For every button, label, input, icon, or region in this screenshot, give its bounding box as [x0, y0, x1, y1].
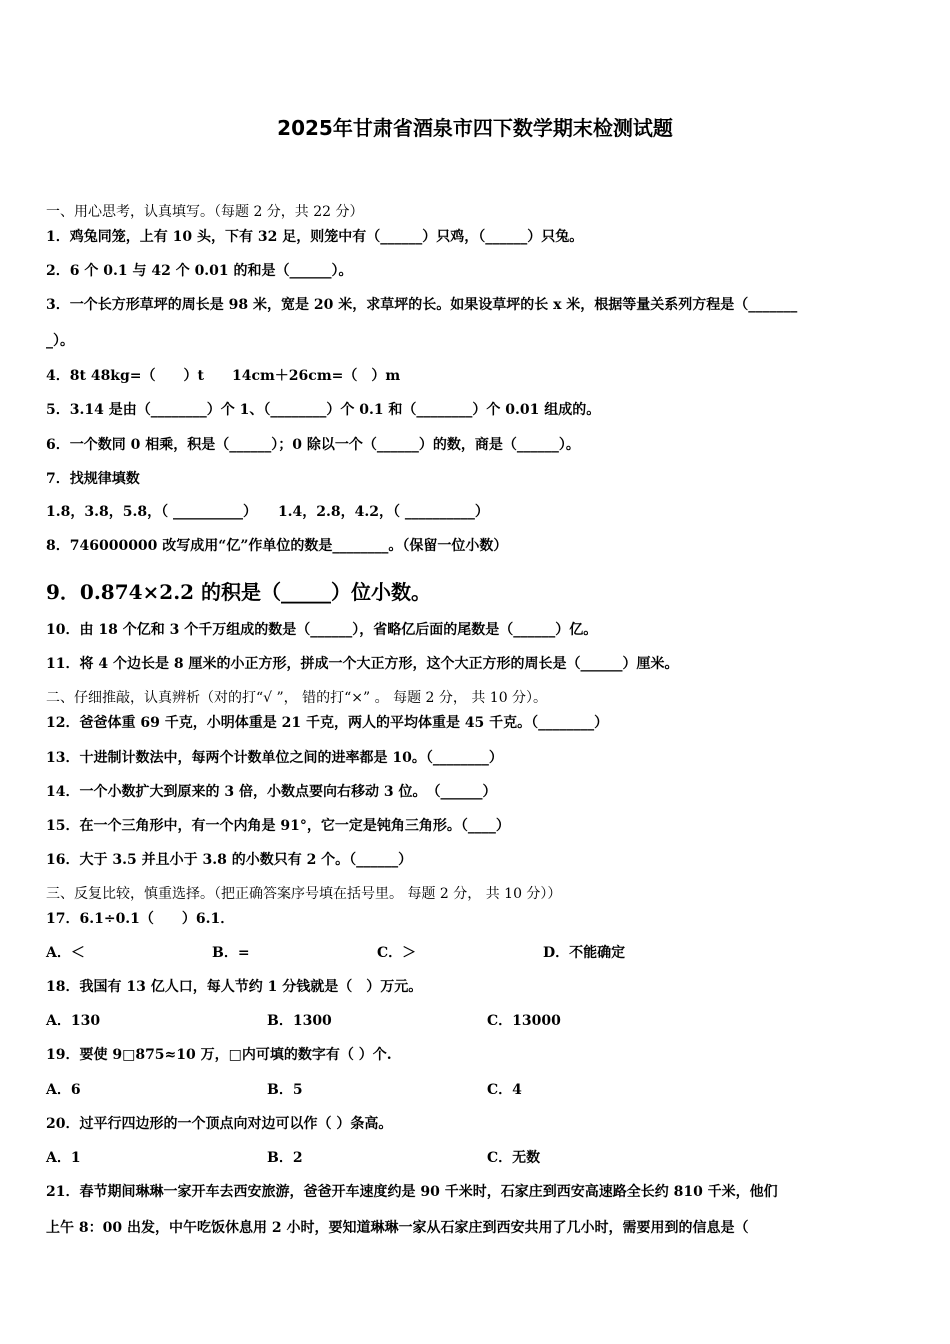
question-3-continued: _）。 — [46, 333, 74, 349]
q18-option-a: A．130 — [46, 1013, 101, 1029]
q19-option-a: A．6 — [46, 1082, 81, 1098]
question-12: 12．爸爸体重 69 千克，小明体重是 21 千克，两人的平均体重是 45 千克。（________） — [46, 715, 609, 731]
question-8: 8．746000000 改写成用“亿”作单位的数是________。（保留一位小数） — [46, 538, 508, 554]
question-5: 5．3.14 是由（________）个 1、（________）个 0.1 和（________）个 0.01 组成的。 — [46, 402, 601, 418]
q20-option-c: C．无数 — [487, 1150, 541, 1166]
q17-option-d: D．不能确定 — [543, 945, 626, 961]
question-21: 21．春节期间琳琳一家开车去西安旅游，爸爸开车速度约是 90 千米时，石家庄到西安高速路全长约 810 千米，他们 — [46, 1184, 778, 1200]
q17-option-c: C．＞ — [377, 945, 417, 961]
q18-option-b: B．1300 — [267, 1013, 332, 1029]
page-title: 2025年甘肃省酒泉市四下数学期末检测试题 — [277, 116, 673, 140]
question-14: 14．一个小数扩大到原来的 3 倍，小数点要向右移动 3 位。 （______） — [46, 784, 497, 800]
question-18: 18．我国有 13 亿人口，每人节约 1 分钱就是（ ）万元。 — [46, 979, 423, 995]
q18-option-c: C．13000 — [487, 1013, 561, 1029]
section-2-heading: 二、仔细推敲，认真辨析（对的打“√ ”， 错的打“×” 。 每题 2 分， 共 10 分）。 — [46, 690, 548, 706]
question-2: 2．6 个 0.1 与 42 个 0.01 的和是（______）。 — [46, 263, 353, 279]
question-20: 20．过平行四边形的一个顶点向对边可以作（ ）条高。 — [46, 1116, 393, 1132]
question-1: 1．鸡兔同笼，上有 10 头，下有 32 足，则笼中有（______）只鸡，（______）只兔。 — [46, 229, 584, 245]
q20-option-b: B．2 — [267, 1150, 303, 1166]
q17-option-a: A．＜ — [46, 945, 85, 961]
question-17: 17．6.1÷0.1（ ）6.1． — [46, 911, 235, 927]
question-13: 13．十进制计数法中，每两个计数单位之间的进率都是 10。（________） — [46, 750, 503, 766]
section-1-heading: 一、用心思考，认真填写。（每题 2 分，共 22 分） — [46, 204, 364, 220]
question-21-continued: 上午 8：00 出发，中午吃饭休息用 2 小时，要知道琳琳一家从石家庄到西安共用了几小时，需要用到的信息是（ — [46, 1220, 749, 1236]
question-15: 15．在一个三角形中，有一个内角是 91°，它一定是钝角三角形。（____） — [46, 818, 510, 834]
q19-option-c: C．4 — [487, 1082, 522, 1098]
q20-option-a: A．1 — [46, 1150, 81, 1166]
question-10: 10．由 18 个亿和 3 个千万组成的数是（______），省略亿后面的尾数是（______）亿。 — [46, 622, 598, 638]
question-19: 19．要使 9□875≈10 万，□内可填的数字有（ ）个. — [46, 1047, 392, 1063]
question-7: 7．找规律填数 — [46, 471, 140, 487]
question-7-sequences: 1.8，3.8，5.8，（ __________） 1.4，2.8，4.2，（ __________） — [46, 504, 489, 520]
q19-option-b: B．5 — [267, 1082, 303, 1098]
question-9: 9．0.874×2.2 的积是（_____）位小数。 — [46, 580, 432, 604]
section-3-heading: 三、反复比较，慎重选择。（把正确答案序号填在括号里。 每题 2 分， 共 10 分）） — [46, 886, 562, 902]
question-3: 3．一个长方形草坪的周长是 98 米，宽是 20 米，求草坪的长。如果设草坪的长 x 米，根据等量关系列方程是（_______ — [46, 297, 798, 313]
question-16: 16．大于 3.5 并且小于 3.8 的小数只有 2 个。（______） — [46, 852, 413, 868]
question-6: 6．一个数同 0 相乘，积是（______）；0 除以一个（______）的数，商是（______）。 — [46, 437, 580, 453]
question-4: 4．8t 48kg=（ ）t 14cm＋26cm=（ ）m — [46, 368, 401, 384]
question-11: 11．将 4 个边长是 8 厘米的小正方形，拼成一个大正方形，这个大正方形的周长是（______）厘米。 — [46, 656, 679, 672]
q17-option-b: B．= — [212, 945, 250, 961]
